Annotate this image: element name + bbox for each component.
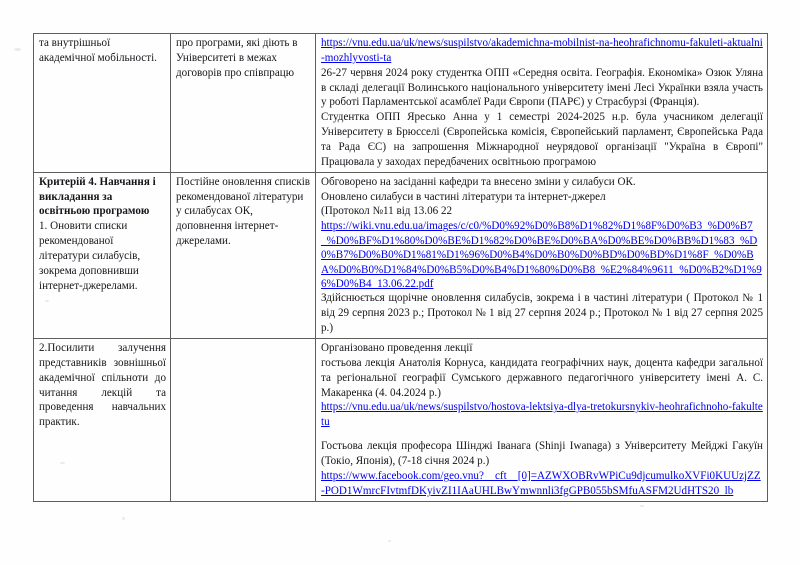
row1-col1-cell — [34, 34, 171, 173]
row2-col2-cell — [171, 172, 316, 338]
row1-col3-cell — [316, 34, 768, 173]
row2-col1-body: 1. Оновити списки рекомендованої літератури силабусів, зокрема доповнивши інтернет-джерелами. — [39, 220, 141, 292]
row3-col3-paragraph-2: гостьова лекція Анатолія Корнуса, кандидата географічних наук, доцента кафедри загальної та регіональної географії Сумського державного педагогічного університету імені А. С. Макаренка (4. 04.2024 р.) — [321, 356, 763, 399]
row3-col1-cell — [34, 339, 171, 502]
row1-link-academic-mobility[interactable]: https://vnu.edu.ua/uk/news/suspilstvo/akademichna-mobilnist-na-heohrafichnomu-fakuleti-aktualni-mozhlyvosti-ta — [321, 37, 763, 64]
action-plan-table — [33, 33, 768, 502]
row2-col3-paragraph-2: Оновлено силабуси в частині літератури та інтернет-джерел — [321, 190, 606, 203]
scan-speck — [640, 505, 644, 507]
row3-col3-cell — [316, 339, 768, 502]
table-row — [34, 339, 768, 502]
row2-link-wiki-protocol[interactable]: https://wiki.vnu.edu.ua/images/c/c0/%D0%92%D0%B8%D1%82%D1%8F%D0%B3_%D0%B7_%D0%BF%D1%80%D0%BE%D1%82%D0%BE%D0%BA%D0%BE%D0%BB%D1%83_%D0%B7%D0%B0%D1%81%D1%96%D0%B4%D0%B0%D0%BD%D0%BD%D1%8F_%D0%BA%D0%B0%D1%84%D0%B5%D0%B4%D1%80%D0%B8_%E2%84%9611_%D0%B2%D1%96%D0%B4_13.06.22.pdf — [321, 220, 762, 290]
row3-link-facebook-geo-vnu[interactable]: https://www.facebook.com/geo.vnu?__cft__[0]=AZWXOBRvWPiCu9djcumulkoXVFi0KUUzjZZ-POD1WmrcFIvtmfDKyivZI1IAaUHLBwYmwnnli3fgGPB055bSMfuASFM2UdHTS20_lb — [321, 469, 761, 497]
row1-col2-text: про програми, які діють в Університеті в межах договорів про співпрацю — [176, 37, 298, 79]
scan-speck — [14, 48, 21, 51]
table-row — [34, 172, 768, 338]
row3-col3-paragraph-1: Організовано проведення лекції — [321, 342, 473, 354]
row2-col1-cell — [34, 172, 171, 338]
row2-col3-paragraph-3: (Протокол №11 від 13.06 22 — [321, 205, 453, 218]
row2-col3-cell — [316, 172, 768, 338]
scan-speck — [122, 517, 125, 520]
row2-criterion-heading: Критерій 4. Навчання і викладання за освітньою програмою — [39, 175, 156, 218]
row1-col1-text: та внутрішньої академічної мобільності. — [39, 37, 157, 64]
row1-col3-paragraph-2: Студентка ОПП Яресько Анна у 1 семестрі 2024-2025 н.р. була учасником делегації Університету в Брюсселі (Європейська комісія, Європейський парламент, Європейська Рада та Рада ЄС) на запрошення Міжнародної неурядової організації "Україна в Європі" Працювала у заходах передбачених освітньою програмою — [321, 111, 763, 168]
scan-speck — [388, 540, 391, 542]
row3-link-guest-lecture[interactable]: https://vnu.edu.ua/uk/news/suspilstvo/hostova-lektsiya-dlya-tretokursnykiv-heohrafichnoho-fakultetu — [321, 401, 763, 429]
row2-col3-paragraph-4: Здійснюється щорічне оновлення силабусів, зокрема і в частині літератури ( Протокол № 1 від 29 серпня 2023 р.; Протокол № 1 від 27 серпня 2024 р.; Протокол № 1 від 27 серпня 2025 р.) — [321, 292, 763, 335]
row3-col3-gap — [321, 430, 763, 439]
table-row — [34, 34, 768, 173]
row3-col2-cell — [171, 339, 316, 502]
row1-col2-cell — [171, 34, 316, 173]
row2-col2-text: Постійне оновлення списків рекомендованої літератури у силабусах ОК, доповнення інтернет-джерелами. — [176, 175, 311, 248]
row2-col3-paragraph-1: Обговорено на засіданні кафедри та внесено зміни у силабуси ОК. — [321, 175, 636, 188]
row3-col1-text: 2.Посилити залучення представників зовнішньої академічної спільноти до читання лекцій та проведення навчальних практик. — [39, 342, 166, 429]
row1-col3-paragraph-1: 26-27 червня 2024 року студентка ОПП «Середня освіта. Географія. Економіка» Озюк Уляна в складі делегації Волинського національного університету імені Лесі Українки взяла участь у роботі Парламентської асамблеї Ради Європи (ПАРЄ) у Страсбурзі (Франція). — [321, 66, 763, 109]
row3-col3-paragraph-3: Гостьова лекція професора Шінджі Іванага (Shinji Iwanaga) з Університету Мейджі Гакуїн (Токіо, Японія), (7-18 січня 2024 р.) — [321, 440, 763, 468]
